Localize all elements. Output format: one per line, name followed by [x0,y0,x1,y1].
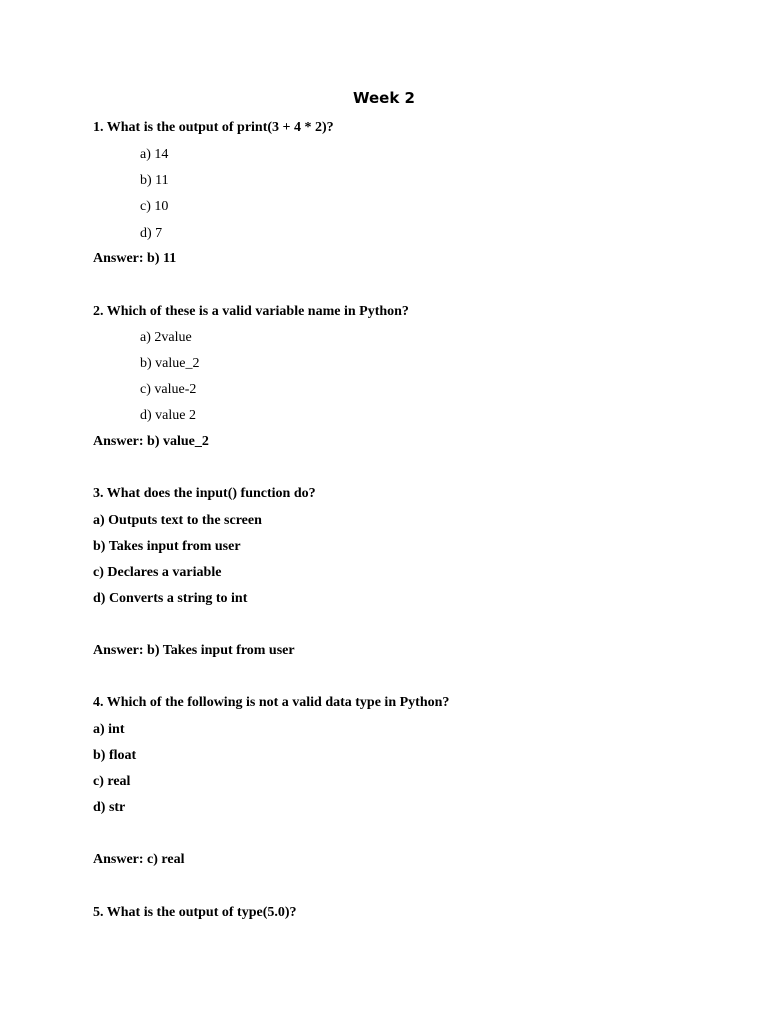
option-a: a) int [93,722,125,737]
answer-line: Answer: b) 11 [93,251,177,266]
answer-line: Answer: c) real [93,852,185,867]
option-b: b) 11 [140,173,169,188]
question-prompt: 4. Which of the following is not a valid data type in Python? [93,695,450,710]
option-c: c) value-2 [140,382,197,397]
option-b: b) value_2 [140,356,200,371]
answer-line: Answer: b) value_2 [93,434,209,449]
answer-line: Answer: b) Takes input from user [93,643,295,658]
option-c: c) 10 [140,199,169,214]
option-b: b) Takes input from user [93,539,241,554]
question-prompt: 2. Which of these is a valid variable name in Python? [93,304,409,319]
option-d: d) value 2 [140,408,196,423]
option-c: c) real [93,774,131,789]
option-d: d) str [93,800,126,815]
option-b: b) float [93,748,137,763]
question-prompt: 5. What is the output of type(5.0)? [93,905,297,920]
option-c: c) Declares a variable [93,565,222,580]
question-prompt: 1. What is the output of print(3 + 4 * 2)? [93,120,334,135]
option-d: d) Converts a string to int [93,591,248,606]
option-a: a) 2value [140,330,192,345]
page-title: Week 2 [353,89,415,107]
option-a: a) Outputs text to the screen [93,513,262,528]
option-d: d) 7 [140,226,163,241]
option-a: a) 14 [140,147,169,162]
question-prompt: 3. What does the input() function do? [93,486,316,501]
